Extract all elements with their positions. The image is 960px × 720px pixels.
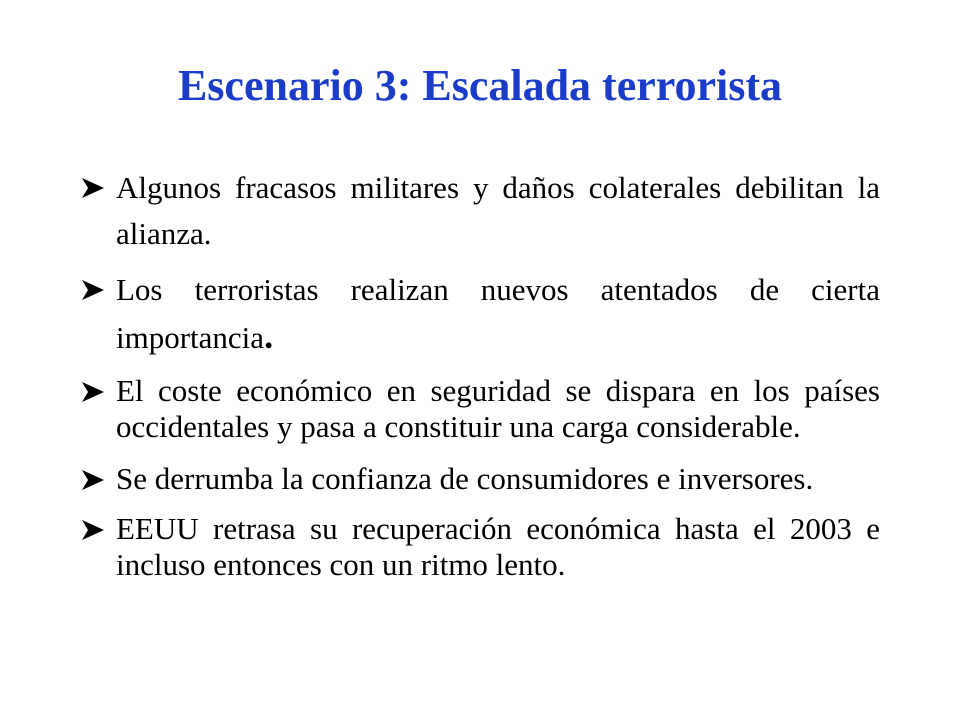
bullet-item xyxy=(80,511,880,583)
bullet-item xyxy=(80,373,880,445)
bullet-item xyxy=(80,267,880,361)
arrowhead-bullet-icon xyxy=(80,468,106,492)
arrowhead-bullet-icon xyxy=(80,518,106,542)
arrowhead-bullet-icon xyxy=(80,278,106,302)
arrowhead-bullet-icon xyxy=(80,176,106,200)
bullet-end-mark: . xyxy=(264,316,274,356)
bullet-item xyxy=(80,461,880,497)
slide-title: Escenario 3: Escalada terrorista xyxy=(177,61,783,110)
bullet-text: Algunos fracasos militares y daños colaterales debilitan la alianza. xyxy=(116,170,880,251)
bullet-text: EEUU retrasa su recuperación económica hasta el 2003 e incluso entonces con un ritmo lento. xyxy=(116,511,880,582)
bullet-text: El coste económico en seguridad se dispara en los países occidentales y pasa a constituir una carga considerable. xyxy=(116,373,880,444)
bullet-text: Los terroristas realizan nuevos atentados de cierta importancia xyxy=(116,272,880,355)
bullet-item xyxy=(80,165,880,257)
bullet-list xyxy=(80,165,880,583)
arrowhead-bullet-icon xyxy=(80,380,106,404)
bullet-text: Se derrumba la confianza de consumidores e inversores. xyxy=(116,461,814,496)
